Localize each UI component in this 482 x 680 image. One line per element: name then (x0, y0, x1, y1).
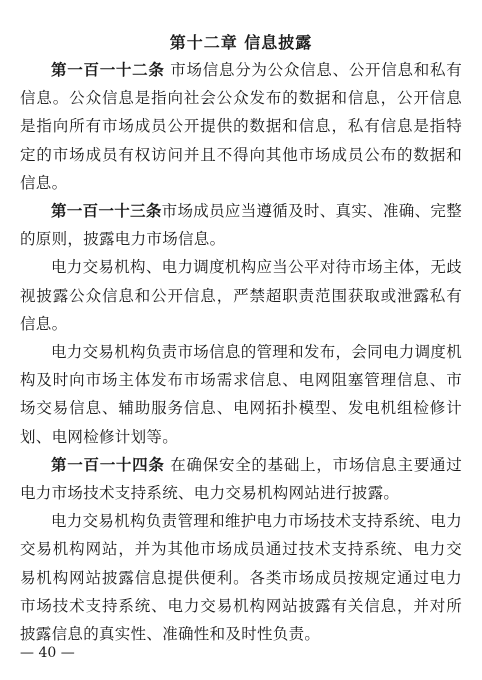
page-number: — 40 — (20, 645, 75, 661)
paragraph (20, 507, 462, 648)
paragraph-text: 在确保安全的基础上，市场信息主要通过电力市场技术支持系统、电力交易机构网站进行披露。 (20, 455, 462, 503)
article-number: 第一百一十三条 (51, 202, 162, 221)
paragraph-article-113 (20, 197, 462, 253)
paragraph-article-114 (20, 451, 462, 507)
article-number: 第一百一十四条 (51, 455, 165, 474)
chapter-title: 第十二章 信息披露 (169, 33, 313, 52)
paragraph (20, 338, 462, 451)
paragraph-text: 电力交易机构负责管理和维护电力市场技术支持系统、电力交易机构网站，并为其他市场成员通过技术支持系统、电力交易机构网站披露信息提供便利。各类市场成员按规定通过电力市场技术支持系统、电力交易机构网站披露有关信息，并对所披露信息的真实性、准确性和及时性负责。 (20, 512, 462, 644)
body-text (20, 56, 462, 648)
paragraph-text: 电力交易机构负责市场信息的管理和发布，会同电力调度机构及时向市场主体发布市场需求信息、电网阻塞管理信息、市场交易信息、辅助服务信息、电网拓扑模型、发电机组检修计划、电网检修计划等。 (20, 343, 462, 446)
article-number: 第一百一十二条 (51, 61, 165, 79)
paragraph-text: 市场成员应当遵循及时、真实、准确、完整的原则，披露电力市场信息。 (20, 202, 462, 249)
paragraph-text: 市场信息分为公众信息、公开信息和私有信息。公众信息是指向社会公众发布的数据和信息，公开信息是指向所有市场成员公开提供的数据和信息，私有信息是指特定的市场成员有权访问并且不得向其他市场成员公布的数据和信息。 (20, 61, 462, 192)
paragraph-article-112 (20, 56, 462, 197)
paragraph-text: 电力交易机构、电力调度机构应当公平对待市场主体，无歧视披露公众信息和公开信息，严禁超职责范围获取或泄露私有信息。 (20, 258, 462, 333)
paragraph (20, 253, 462, 338)
